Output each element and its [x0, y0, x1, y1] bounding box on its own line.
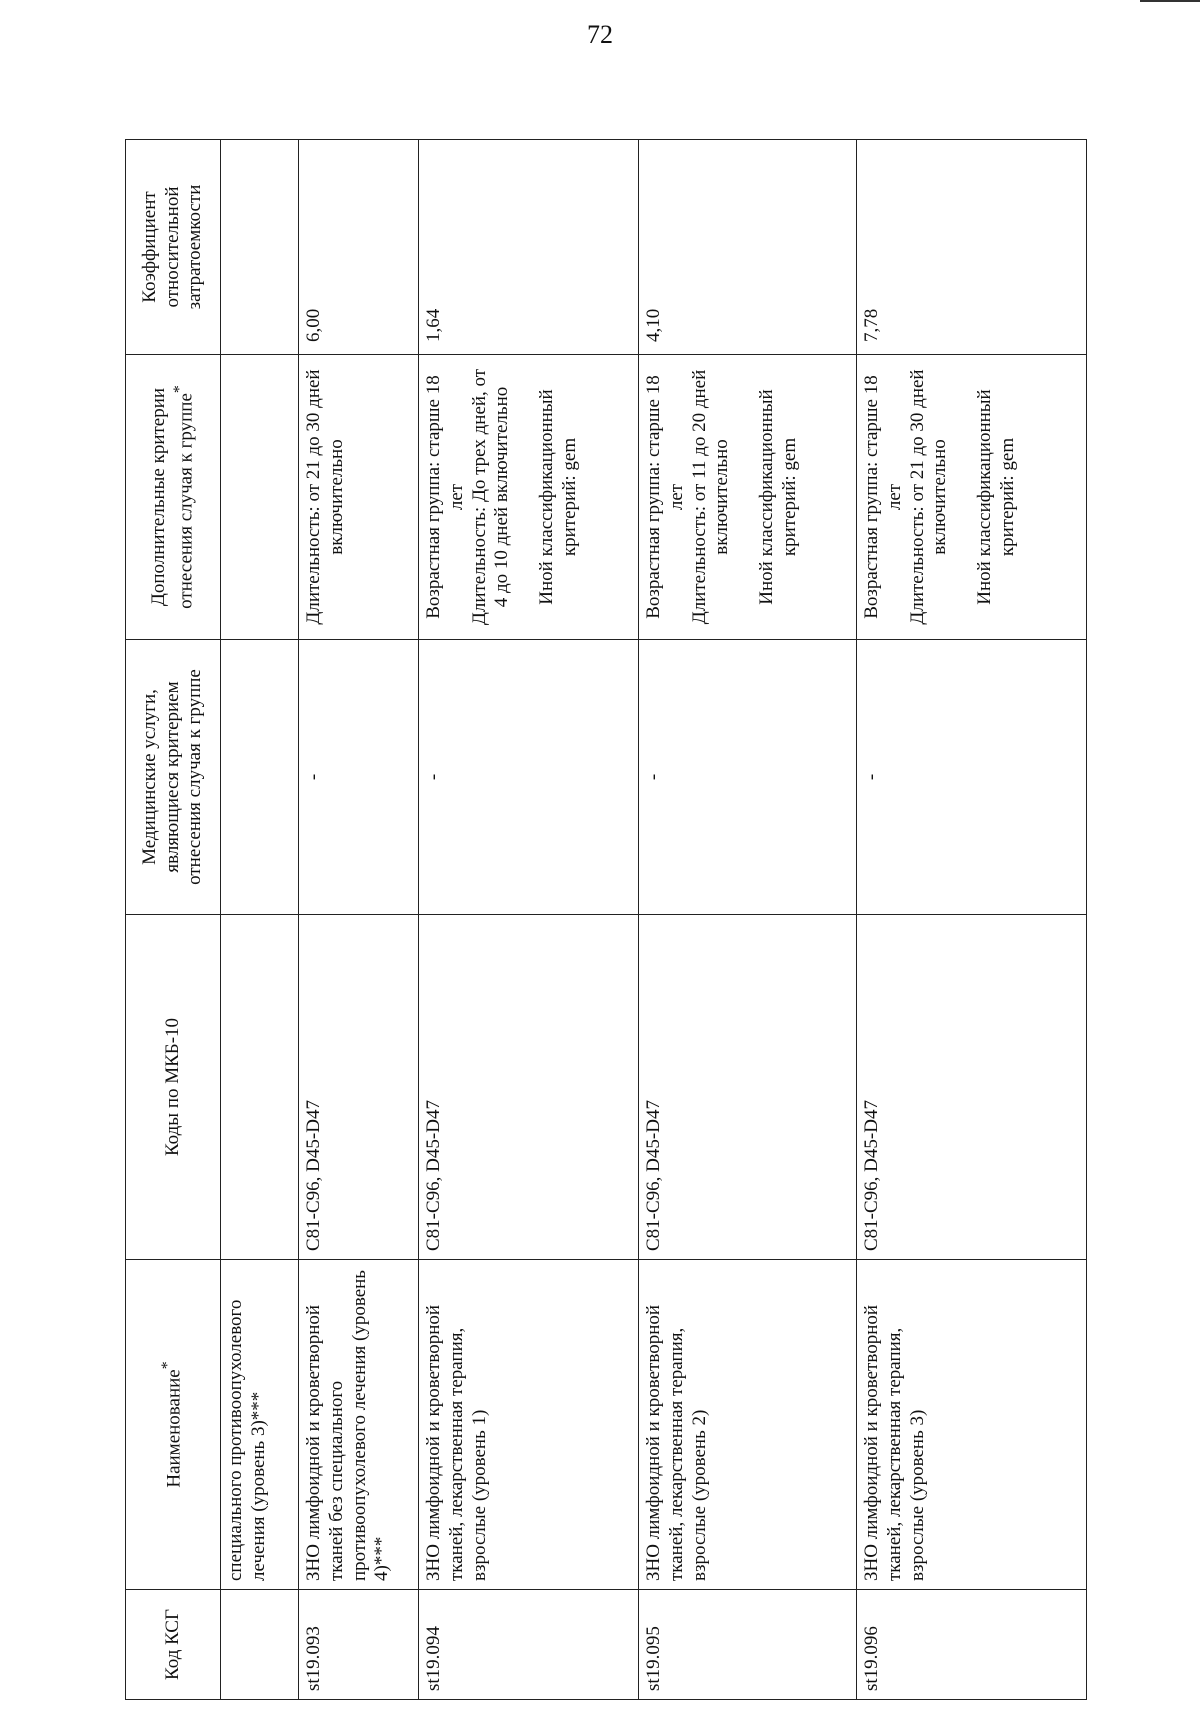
table-header-row	[126, 140, 221, 1700]
table-row-continuation	[221, 140, 299, 1700]
rotated-table-wrapper	[125, 140, 1075, 1700]
header-name-text: Наименование	[163, 1369, 185, 1488]
cell-code: st19.093	[299, 1590, 419, 1700]
criteria-duration: Длительность: До трех дней, от 4 до 10 дней включительно	[468, 368, 513, 626]
cell-icd: C81-C96, D45-D47	[299, 915, 419, 1260]
cell-icd: C81-C96, D45-D47	[419, 915, 639, 1260]
header-criteria-text: Дополнительные критерии отнесения случая к группе	[148, 387, 197, 609]
header-code: Код КСГ	[126, 1590, 221, 1700]
table-row	[857, 140, 1087, 1700]
criteria-duration: Длительность: от 21 до 30 дней включительно	[303, 369, 347, 625]
cell-services: -	[857, 640, 1087, 915]
scan-edge-line	[1140, 0, 1200, 2]
header-name-mark: *	[159, 1361, 177, 1370]
criteria-spacer	[952, 363, 974, 631]
cell-code	[221, 1590, 299, 1700]
cell-code: st19.095	[639, 1590, 857, 1700]
cell-name: ЗНО лимфоидной и кроветворной тканей, лекарственная терапия, взрослые (уровень 3)	[857, 1260, 1087, 1590]
cell-code: st19.096	[857, 1590, 1087, 1700]
table-row	[639, 140, 857, 1700]
cell-criteria	[419, 355, 639, 640]
criteria-age: Возрастная группа: старше 18 лет	[643, 375, 687, 619]
cell-icd	[221, 915, 299, 1260]
table-row	[419, 140, 639, 1700]
cell-code: st19.094	[419, 1590, 639, 1700]
page-number: 72	[587, 20, 613, 49]
criteria-duration: Длительность: от 11 до 20 дней включительно	[688, 369, 733, 625]
table-row	[299, 140, 419, 1700]
cell-coef: 4,10	[639, 140, 857, 355]
cell-services: -	[419, 640, 639, 915]
cell-criteria	[221, 355, 299, 640]
header-coef: Коэффициент относительной затратоемкости	[126, 140, 221, 355]
cell-icd: C81-C96, D45-D47	[857, 915, 1087, 1260]
cell-coef: 6,00	[299, 140, 419, 355]
criteria-spacer	[514, 363, 536, 631]
cell-name: ЗНО лимфоидной и кроветворной тканей, лекарственная терапия, взрослые (уровень 1)	[419, 1260, 639, 1590]
cell-services	[221, 640, 299, 915]
header-services: Медицинские услуги, являющиеся критерием отнесения случая к группе	[126, 640, 221, 915]
cell-icd: C81-C96, D45-D47	[639, 915, 857, 1260]
criteria-other: Иной классификационный критерий: gem	[974, 389, 1018, 605]
header-criteria	[126, 355, 221, 640]
criteria-other: Иной классификационный критерий: gem	[536, 389, 580, 605]
cell-coef: 7,78	[857, 140, 1087, 355]
cell-name: ЗНО лимфоидной и кроветворной тканей без специального противоопухолевого лечения (уровень 4)***	[299, 1260, 419, 1590]
header-icd: Коды по МКБ-10	[126, 915, 221, 1260]
cell-services: -	[299, 640, 419, 915]
cell-criteria	[299, 355, 419, 640]
cell-name: специального противоопухолевого лечения (уровень 3)***	[221, 1260, 299, 1590]
criteria-age: Возрастная группа: старше 18 лет	[423, 375, 467, 619]
criteria-spacer	[734, 363, 756, 631]
criteria-age: Возрастная группа: старше 18 лет	[861, 375, 905, 619]
cell-criteria	[857, 355, 1087, 640]
criteria-other: Иной классификационный критерий: gem	[756, 389, 800, 605]
cell-coef: 1,64	[419, 140, 639, 355]
ksg-table	[125, 139, 1087, 1700]
cell-services: -	[639, 640, 857, 915]
criteria-duration: Длительность: от 21 до 30 дней включительно	[906, 369, 951, 625]
header-name	[126, 1260, 221, 1590]
cell-name: ЗНО лимфоидной и кроветворной тканей, лекарственная терапия, взрослые (уровень 2)	[639, 1260, 857, 1590]
cell-coef	[221, 140, 299, 355]
cell-criteria	[639, 355, 857, 640]
header-criteria-mark: *	[170, 385, 188, 394]
